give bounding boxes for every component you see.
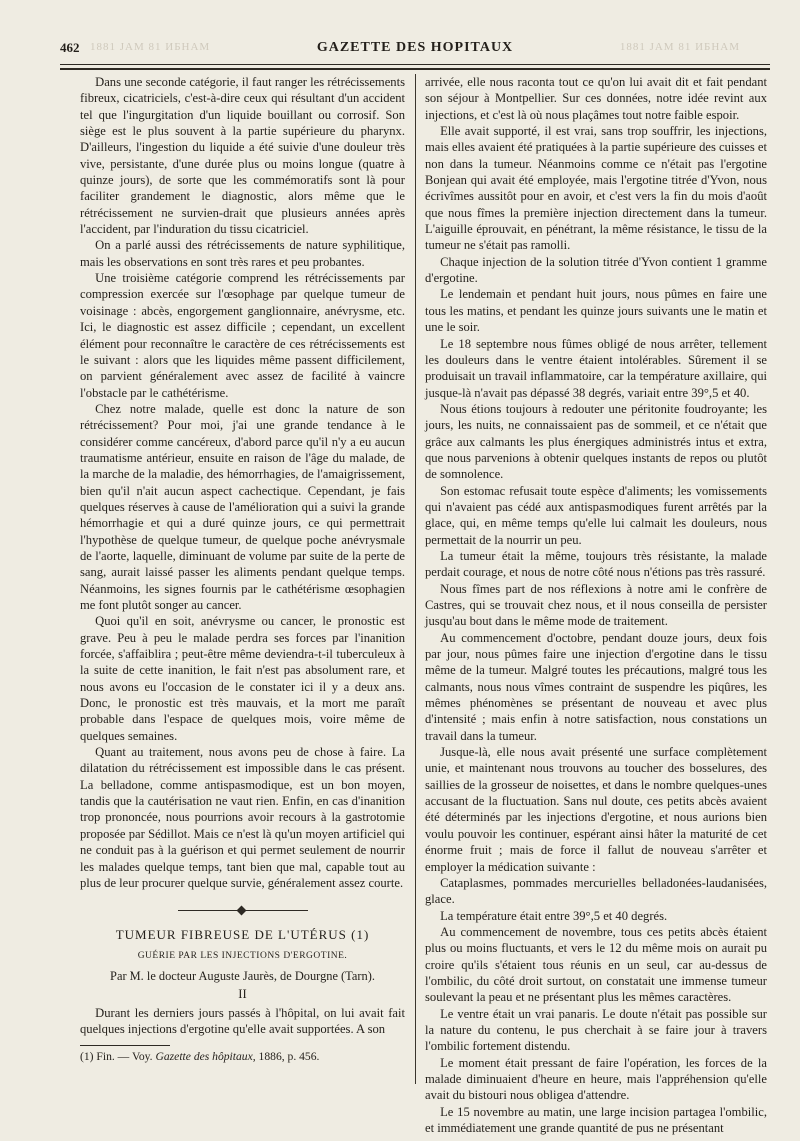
paragraph: Chez notre malade, quelle est donc la nature de son rétrécissement? Pour moi, j'ai une grande tendance à le considérer comme cancéreux, d'abord parce qu'il n'y a eu aucun traumatisme antérieur, ensuite en raison de l'âge du malade, de la marche de la maladie, des hémorrhagies, de l'amaigrissement, bien qu'il n'ait aucun aspect cachectique. Cependant, je fais quelques réserves à cause de l'amélioration qui a suivi la grande hémorrhagie et qui a duré quinze jours, ce qui permettrait l'hypothèse de quelque tumeur, de quelque poche anévrysmale de l'aorte, laquelle, diminuant de volume par suite de la perte de sang, aurait laissé passer les aliments pendant quelque temps. Néanmoins, les signes fournis par le cathétérisme œsophagien me font plutôt songer au cancer. [80,401,405,612]
left-column [80,74,405,1064]
header-rule-thick [60,68,770,70]
footnote-journal: Gazette des hôpitaux, [155,1050,256,1064]
paragraph: Une troisième catégorie comprend les rétrécissements par compression exercée sur l'œsophage par quelque tumeur de voisinage : abcès, engorgement ganglionnaire, anévrysme, etc. Ici, le diagnostic est assez difficile ; cependant, un excellent élément pour reconnaître le caractère de ces rétrécissements est le suivant : alors que les liquides même passent difficilement, on parvient généralement avec assez de facilité à vaincre l'obstacle par le cathétérisme. [80,271,405,400]
paragraph: Dans une seconde catégorie, il faut ranger les rétrécissements fibreux, cicatriciels, c'est-à-dire ceux qui résultant d'un accident tel que l'ingurgitation d'un liquide bouillant ou corrosif. Son siège est le plus souvent à la partie supérieure du pharynx. D'ailleurs, l'ingestion du liquide a été suivie d'une douleur très vive, persistante, d'une durée plus ou moins longue (quatre à quinze jours), de sorte que les commémoratifs sont là pour faciliter grandement le diagnostic, alors même que le rétrécissement ne survien-drait que plusieurs années après l'accident, par l'induration du tissu cicatriciel. [80,75,405,237]
bleed-through-text-left: 1881 JAM 81 ИБНАМ [90,41,211,53]
header-rule [60,64,770,65]
paragraph: Le 18 septembre nous fûmes obligé de nous arrêter, tellement les douleurs dans le ventre étaient intolérables. Sûrement il se produisait un travail inflammatoire, car la température axillaire, qui jusque-là n'avait pas dépassé 38 degrés, variait entre 39°,5 et 40. [425,336,767,400]
column-divider [415,74,416,1084]
page-header [60,40,770,60]
paragraph: arrivée, elle nous raconta tout ce qu'on lui avait dit et fait pendant son séjour à Montpellier. Sur ces données, notre idée revint aux injections, et c'est là où nous plaçâmes tout notre faible espoir. [425,75,767,122]
paragraph: Le 15 novembre au matin, une large incision partagea l'ombilic, et immédiatement une grande quantité de pus ne présentant [425,1104,767,1135]
paragraph: Chaque injection de la solution titrée d'Yvon contient 1 gramme d'ergotine. [425,254,767,286]
footnote [80,1050,405,1064]
section-number: II [238,987,247,1002]
right-column [425,74,767,1136]
paragraph: Au commencement de novembre, tous ces petits abcès étaient plus ou moins fluctuants, et vers le 12 du même mois on aurait pu croire qu'ils s'étaient tous réunis en un seul, car au-dessus de l'ombilic, du côté droit surtout, on constatait une immense tumeur soulevant la peau et ne présentant plus les mêmes caractères. [425,924,767,1005]
paragraph: Durant les derniers jours passés à l'hôpital, on lui avait fait quelques injections d'ergotine qu'elle avait supportées. A son [80,1005,405,1036]
paragraph: La température était entre 39°,5 et 40 degrés. [440,908,668,923]
paragraph: Nous étions toujours à redouter une péritonite foudroyante; les jours, les nuits, ne connaissaient pas de sommeil, et ce n'était que grâce aux calmants les plus énergiques administrés intus et extra, que nous parvenions à obtenir quelques instants de repos ou plutôt de somnolence. [425,401,767,482]
paragraph: Le lendemain et pendant huit jours, nous pûmes en faire une tous les matins, et pendant les quinze jours suivants une le matin et une le soir. [425,287,767,335]
paragraph: Le ventre était un vrai panaris. Le doute n'était pas possible sur la nature du contenu, le pus cherchait à se faire jour à travers l'ombilic fortement distendu. [425,1006,767,1054]
bleed-through-text-right: 1881 JAM 81 ИБНАМ [619,41,740,53]
paragraph: Le moment était pressant de faire l'opération, les forces de la malade diminuaient d'heure en heure, mais l'appréhension qu'elle avait du bistouri nous obligea d'attendre. [425,1055,767,1103]
section-separator [80,903,405,917]
paragraph: Son estomac refusait toute espèce d'aliments; les vomissements qui n'avaient pas cédé aux antispasmodiques furent arrêtés par la glace, qui, en même temps qu'elle lui calmait les douleurs, nous permettait de la nourrir un peu. [425,483,767,547]
page-number: 462 [60,40,80,55]
footnote-prefix: (1) Fin. — Voy. [80,1050,153,1064]
footnote-suffix: 1886, p. 456. [258,1050,320,1064]
footnote-rule [80,1045,170,1046]
paragraph: Cataplasmes, pommades mercurielles belladonées-laudanisées, glace. [425,875,767,907]
section-title: TUMEUR FIBREUSE DE L'UTÉRUS (1) [115,927,370,943]
section-subtitle: GUÉRIE PAR LES INJECTIONS D'ERGOTINE. [137,950,348,961]
paragraph: La tumeur était la même, toujours très résistante, la malade perdait courage, et nous de notre côté nous n'étions pas très rassuré. [425,548,767,580]
paragraph: Jusque-là, elle nous avait présenté une surface complètement unie, et maintenant nous trouvons au toucher des bosselures, des saillies de la grosseur de noisettes, et dans le nombre quelques-unes accusant de la fluctuation. Sans nul doute, ces petits abcès avaient été déterminés par les injections d'ergotine, et nous aurions bien voulu pouvoir les continuer, espérant ainsi hâter la maturité de cet énorme fruit ; mais de force il fallut de nouveau s'arrêter et employer la médication suivante : [425,745,767,874]
paragraph: Quant au traitement, nous avons peu de chose à faire. La dilatation du rétrécissement est impossible dans le cas présent. La belladone, comme antispasmodique, est un bon moyen, tandis que la cautérisation ne vaut rien. Enfin, en cas d'inanition trop prononcée, nous pourrions avoir recours à la gastrotomie proposée par Sédillot. Mais ce n'est là qu'un moyen artificiel qui ne conduit pas à la guérison et qui permet seulement de nourrir les malades quelque temps, tant bien que mal, capable tout au plus de leur procurer quelque survie, généralement assez courte. [80,745,405,890]
paragraph: Au commencement d'octobre, pendant douze jours, deux fois par jour, nous pûmes faire une injection d'ergotine dans le tissu même de la tumeur. Malgré toutes les précautions, malgré tous les calmants, nous nous vîmes contraint de suspendre les piqûres, les mêmes phénomènes se présentant de nouveau et avec plus d'intensité ; mais enfin à notre satisfaction, nous constations un travail dans la tumeur. [425,630,767,743]
paragraph: Nous fîmes part de nos réflexions à notre ami le confrère de Castres, qui se trouvait chez nous, et il nous conseilla de persister jusqu'au bout dans le même mode de traitement. [425,581,767,629]
paragraph: Elle avait supporté, il est vrai, sans trop souffrir, les injections, mais elles avaient été pratiquées à la partie supérieure des cuisses et non dans la tumeur. Néanmoins comme ce n'était pas l'ergotine Bonjean qui avait été employée, mais l'ergotine titrée d'Yvon, nous écrivîmes aussitôt pour en avoir, et c'est vers la fin du mois d'août que nous fîmes la première injection directement dans la tumeur. L'aiguille éprouvait, en pénétrant, la même résistance, le tissu de la tumeur ne s'était pas ramolli. [425,124,767,253]
section-author: Par M. le docteur Auguste Jaurès, de Dourgne (Tarn). [110,968,375,983]
paragraph: On a parlé aussi des rétrécissements de nature syphilitique, mais les observations en sont très rares et peu probantes. [80,238,405,269]
journal-title: GAZETTE DES HOPITAUX [316,40,514,55]
paragraph: Quoi qu'il en soit, anévrysme ou cancer, le pronostic est grave. Peu à peu le malade perdra ses forces par l'inanition forcée, s'affaiblira ; peut-être même deviendra-t-il tuberculeux à la suite de cette inanition, le fait n'est pas absolument rare, et nous avons eu l'occasion de le constater ici il y a deux ans. Donc, le pronostic est très mauvais, et la mort me paraît probable dans l'espace de quelques mois, voire même de quelques semaines. [80,614,405,743]
